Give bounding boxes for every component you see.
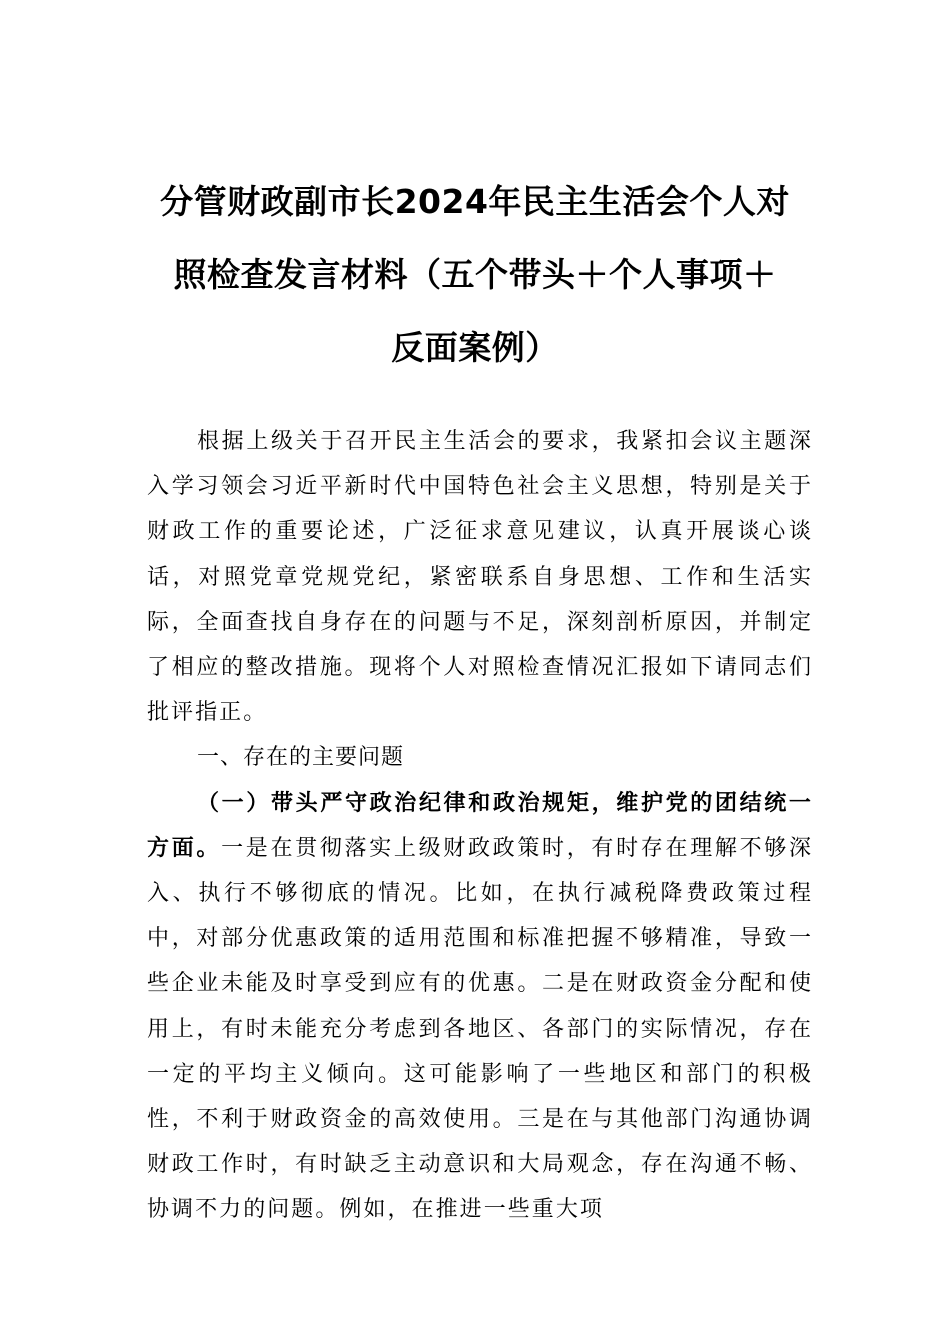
- document-body: [147, 419, 813, 1233]
- intro-paragraph: 根据上级关于召开民主生活会的要求，我紧扣会议主题深入学习领会习近平新时代中国特色社会主义思想，特别是关于财政工作的重要论述，广泛征求意见建议，认真开展谈心谈话，对照党章党规党纪，紧密联系自身思想、工作和生活实际，全面查找自身存在的问题与不足，深刻剖析原因，并制定了相应的整改措施。现将个人对照检查情况汇报如下请同志们批评指正。: [147, 429, 813, 726]
- subsection-paragraph: [147, 781, 813, 1233]
- document-title: [140, 165, 810, 384]
- section-heading: 一、存在的主要问题: [197, 745, 405, 771]
- subsection-title: （一）带头严守政治纪律和政治规矩，维护党的团结统一方面。: [147, 789, 813, 861]
- title-line-2: 照检查发言材料（五个带头＋个人事项＋: [173, 255, 777, 294]
- title-line-3: 反面案例）: [391, 328, 559, 367]
- subsection-body: 一是在贯彻落实上级财政政策时，有时存在理解不够深入、执行不够彻底的情况。比如，在执行减税降费政策过程中，对部分优惠政策的适用范围和标准把握不够精准，导致一些企业未能及时享受到应有的优惠。二是在财政资金分配和使用上，有时未能充分考虑到各地区、各部门的实际情况，存在一定的平均主义倾向。这可能影响了一些地区和部门的积极性，不利于财政资金的高效使用。三是在与其他部门沟通协调财政工作时，有时缺乏主动意识和大局观念，存在沟通不畅、协调不力的问题。例如，在推进一些重大项: [147, 835, 814, 1223]
- title-line-1: 分管财政副市长2024年民主生活会个人对: [160, 182, 790, 221]
